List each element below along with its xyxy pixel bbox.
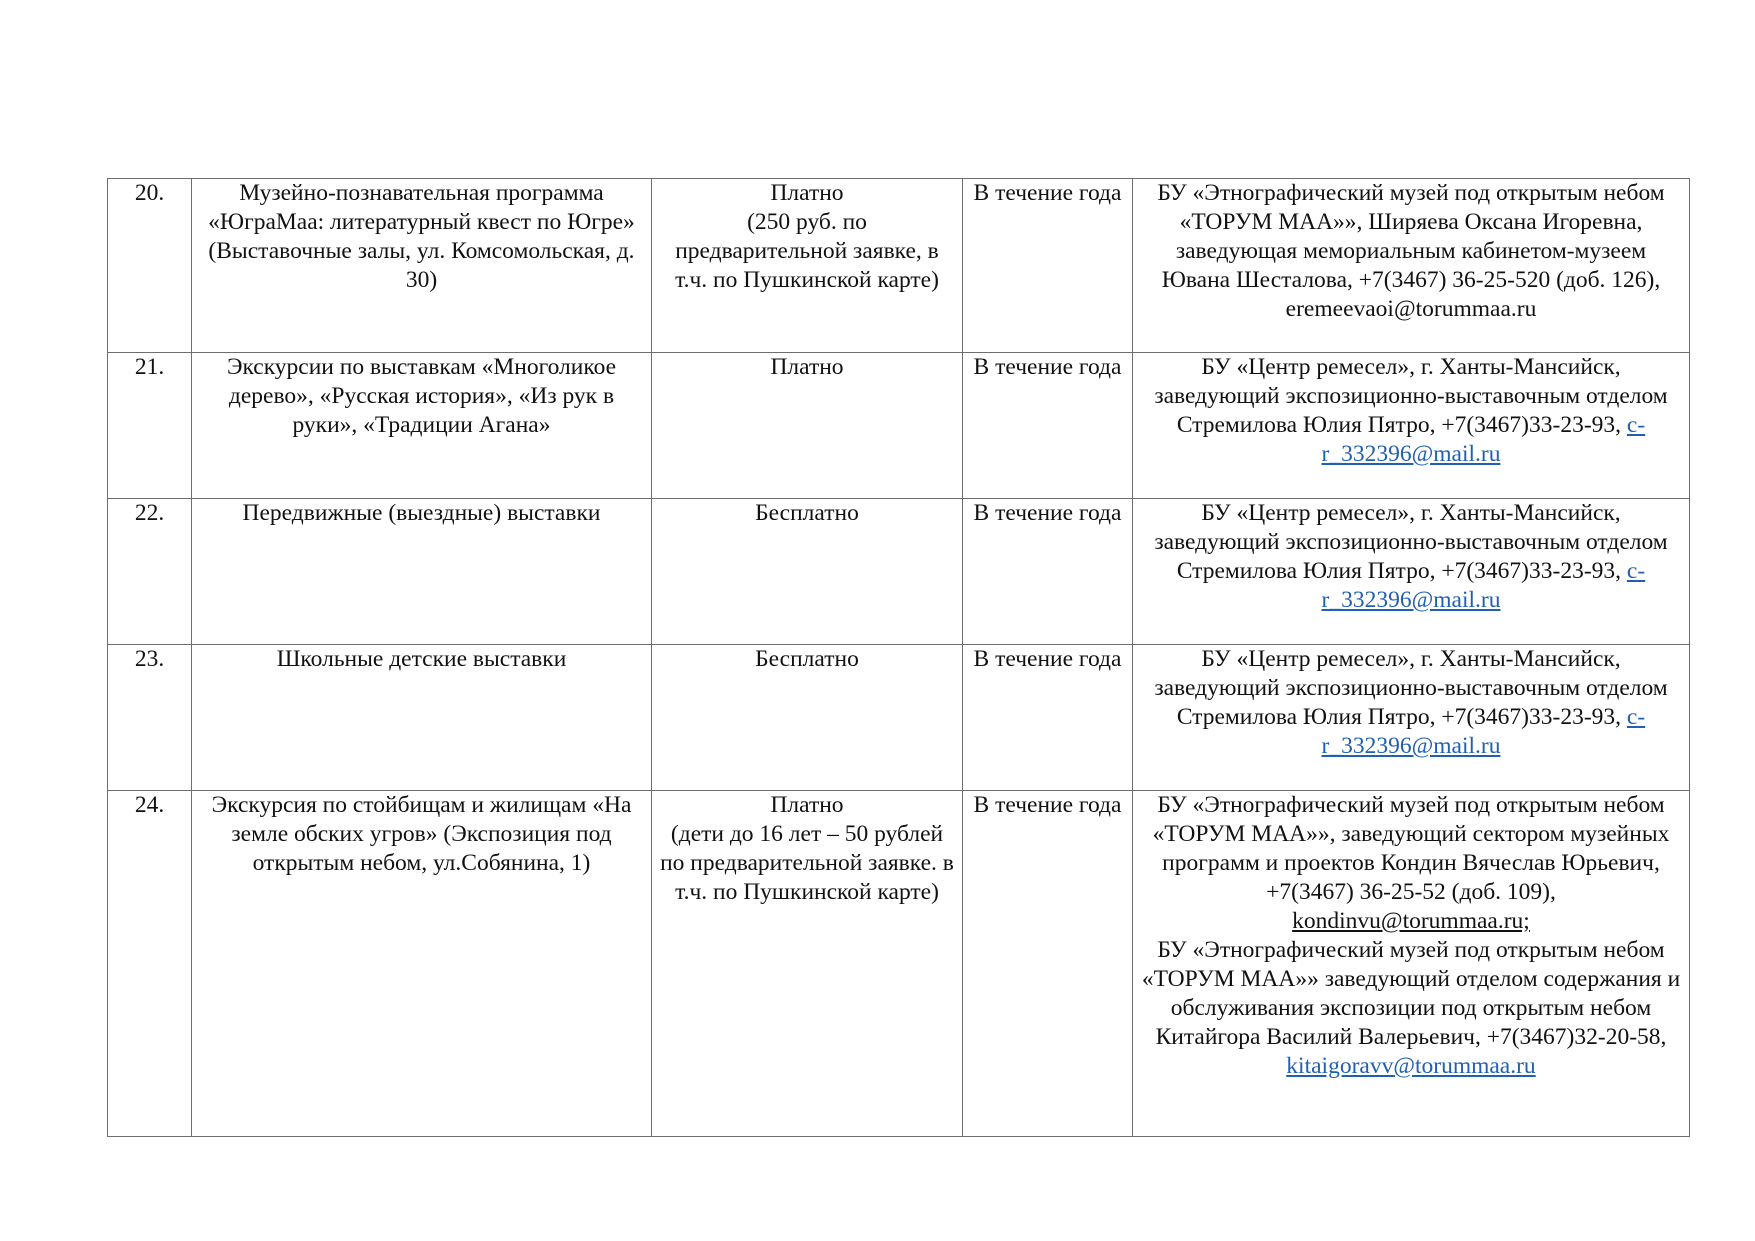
event-cost: Платно (250 руб. по предварительной заявке, в т.ч. по Пушкинской карте) [652,179,963,353]
event-period: В течение года [963,179,1133,353]
table-row [108,645,1690,791]
events-table [107,178,1690,1137]
table-row [108,179,1690,353]
contact-text: БУ «Центр ремесел», г. Ханты-Мансийск, заведующий экспозиционно-выставочным отделом Стремилова Юлия Пятро, +7(3467)33-23-93, [1154,646,1668,730]
event-contact [1133,645,1690,791]
event-contact [1133,353,1690,499]
event-period: В течение года [963,645,1133,791]
event-cost: Бесплатно [652,499,963,645]
email-link-2[interactable]: kitaigoravv@torummaa.ru [1286,1053,1536,1079]
event-cost: Платно [652,353,963,499]
contact-email: eremeevaoi@torummaa.ru [1285,296,1537,322]
event-cost: Бесплатно [652,645,963,791]
email-link[interactable]: c-r_332396@mail.ru [1321,412,1646,467]
row-number: 22. [108,499,192,645]
event-name: Музейно-познавательная программа «ЮграМаа: литературный квест по Югре» (Выставочные залы, ул. Комсомольская, д. 30) [192,179,652,353]
event-contact [1133,791,1690,1137]
row-number: 21. [108,353,192,499]
contact-text: БУ «Этнографический музей под открытым небом «ТОРУМ МАА»», заведующий сектором музейных программ и проектов Кондин Вячеслав Юрьевич, +7(3467) 36-25-52 (доб. 109), [1152,792,1670,905]
row-number: 24. [108,791,192,1137]
event-name: Школьные детские выставки [192,645,652,791]
event-period: В течение года [963,499,1133,645]
contact-text-2: БУ «Этнографический музей под открытым небом «ТОРУМ МАА»» заведующий отделом содержания и обслуживания экспозиции под открытым небом Китайгора Василий Валерьевич, +7(3467)32-20-58, [1141,937,1681,1050]
event-cost: Платно (дети до 16 лет – 50 рублей по предварительной заявке. в т.ч. по Пушкинской карте) [652,791,963,1137]
event-period: В течение года [963,353,1133,499]
table-row [108,791,1690,1137]
row-number: 23. [108,645,192,791]
event-name: Экскурсия по стойбищам и жилищам «На земле обских угров» (Экспозиция под открытым небом, ул.Собянина, 1) [192,791,652,1137]
contact-text: БУ «Центр ремесел», г. Ханты-Мансийск, заведующий экспозиционно-выставочным отделом Стремилова Юлия Пятро, +7(3467)33-23-93, [1154,500,1668,584]
row-number: 20. [108,179,192,353]
event-contact [1133,179,1690,353]
table-row [108,499,1690,645]
event-name: Экскурсии по выставкам «Многоликое дерево», «Русская история», «Из рук в руки», «Традиции Агана» [192,353,652,499]
table-row [108,353,1690,499]
email-link[interactable]: kondinvu@torummaa.ru; [1292,908,1530,934]
contact-text: БУ «Этнографический музей под открытым небом «ТОРУМ МАА»», Ширяева Оксана Игоревна, заведующая мемориальным кабинетом-музеем Ювана Шесталова, +7(3467) 36-25-520 (доб. 126), [1157,180,1665,293]
event-contact [1133,499,1690,645]
event-name: Передвижные (выездные) выставки [192,499,652,645]
email-link[interactable]: c-r_332396@mail.ru [1321,704,1646,759]
contact-text: БУ «Центр ремесел», г. Ханты-Мансийск, заведующий экспозиционно-выставочным отделом Стремилова Юлия Пятро, +7(3467)33-23-93, [1154,354,1668,438]
email-link[interactable]: c-r_332396@mail.ru [1321,558,1646,613]
event-period: В течение года [963,791,1133,1137]
